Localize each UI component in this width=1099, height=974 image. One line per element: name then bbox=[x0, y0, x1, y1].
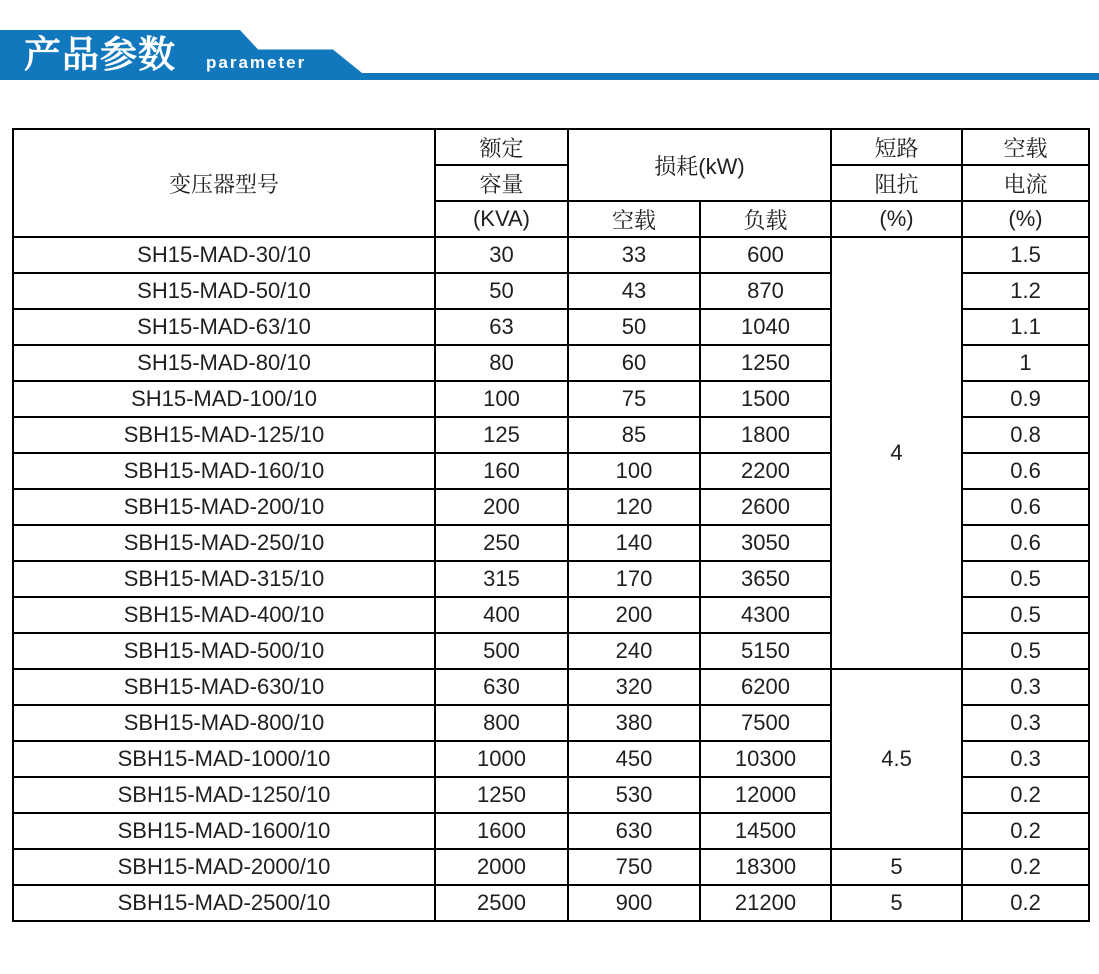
noload-loss-cell: 33 bbox=[568, 237, 700, 273]
model-cell: SBH15-MAD-250/10 bbox=[13, 525, 435, 561]
noload-loss-cell: 630 bbox=[568, 813, 700, 849]
noload-current-cell: 0.2 bbox=[962, 885, 1089, 921]
impedance-merged-cell: 4 bbox=[831, 237, 962, 669]
noload-loss-cell: 140 bbox=[568, 525, 700, 561]
noload-current-cell: 1.1 bbox=[962, 309, 1089, 345]
load-loss-cell: 7500 bbox=[700, 705, 831, 741]
noload-loss-cell: 120 bbox=[568, 489, 700, 525]
model-cell: SBH15-MAD-1250/10 bbox=[13, 777, 435, 813]
noload-current-cell: 0.2 bbox=[962, 849, 1089, 885]
model-cell: SH15-MAD-50/10 bbox=[13, 273, 435, 309]
load-loss-cell: 21200 bbox=[700, 885, 831, 921]
noload-current-cell: 0.6 bbox=[962, 453, 1089, 489]
capacity-cell: 100 bbox=[435, 381, 568, 417]
load-loss-cell: 1500 bbox=[700, 381, 831, 417]
noload-loss-cell: 750 bbox=[568, 849, 700, 885]
impedance-merged-cell: 4.5 bbox=[831, 669, 962, 849]
load-loss-cell: 6200 bbox=[700, 669, 831, 705]
load-loss-cell: 12000 bbox=[700, 777, 831, 813]
noload-loss-cell: 170 bbox=[568, 561, 700, 597]
model-cell: SBH15-MAD-400/10 bbox=[13, 597, 435, 633]
model-cell: SH15-MAD-30/10 bbox=[13, 237, 435, 273]
noload-loss-cell: 240 bbox=[568, 633, 700, 669]
noload-loss-cell: 530 bbox=[568, 777, 700, 813]
model-cell: SBH15-MAD-800/10 bbox=[13, 705, 435, 741]
section-header-banner bbox=[0, 0, 1099, 92]
noload-loss-cell: 100 bbox=[568, 453, 700, 489]
noload-loss-cell: 320 bbox=[568, 669, 700, 705]
model-cell: SBH15-MAD-1000/10 bbox=[13, 741, 435, 777]
load-loss-cell: 1800 bbox=[700, 417, 831, 453]
noload-loss-cell: 60 bbox=[568, 345, 700, 381]
noload-current-cell: 0.2 bbox=[962, 813, 1089, 849]
load-loss-cell: 3050 bbox=[700, 525, 831, 561]
model-cell: SBH15-MAD-630/10 bbox=[13, 669, 435, 705]
header-loss: 损耗(kW) bbox=[568, 129, 831, 201]
model-cell: SBH15-MAD-200/10 bbox=[13, 489, 435, 525]
model-cell: SBH15-MAD-2000/10 bbox=[13, 849, 435, 885]
header-impedance-line1: 短路 bbox=[831, 129, 962, 165]
model-cell: SH15-MAD-80/10 bbox=[13, 345, 435, 381]
noload-current-cell: 0.6 bbox=[962, 489, 1089, 525]
load-loss-cell: 4300 bbox=[700, 597, 831, 633]
capacity-cell: 30 bbox=[435, 237, 568, 273]
load-loss-cell: 2200 bbox=[700, 453, 831, 489]
capacity-cell: 2500 bbox=[435, 885, 568, 921]
capacity-cell: 125 bbox=[435, 417, 568, 453]
noload-loss-cell: 200 bbox=[568, 597, 700, 633]
header-impedance-line2: 阻抗 bbox=[831, 165, 962, 201]
capacity-cell: 800 bbox=[435, 705, 568, 741]
noload-current-cell: 0.5 bbox=[962, 561, 1089, 597]
model-cell: SBH15-MAD-160/10 bbox=[13, 453, 435, 489]
load-loss-cell: 10300 bbox=[700, 741, 831, 777]
header-capacity-line2: 容量 bbox=[435, 165, 568, 201]
capacity-cell: 400 bbox=[435, 597, 568, 633]
model-cell: SBH15-MAD-2500/10 bbox=[13, 885, 435, 921]
capacity-cell: 250 bbox=[435, 525, 568, 561]
noload-loss-cell: 75 bbox=[568, 381, 700, 417]
noload-current-cell: 0.2 bbox=[962, 777, 1089, 813]
load-loss-cell: 1250 bbox=[700, 345, 831, 381]
noload-current-cell: 1 bbox=[962, 345, 1089, 381]
capacity-cell: 1250 bbox=[435, 777, 568, 813]
model-cell: SBH15-MAD-500/10 bbox=[13, 633, 435, 669]
header-loss-load: 负载 bbox=[700, 201, 831, 237]
load-loss-cell: 600 bbox=[700, 237, 831, 273]
noload-current-cell: 0.3 bbox=[962, 669, 1089, 705]
noload-loss-cell: 900 bbox=[568, 885, 700, 921]
capacity-cell: 500 bbox=[435, 633, 568, 669]
capacity-cell: 80 bbox=[435, 345, 568, 381]
noload-loss-cell: 450 bbox=[568, 741, 700, 777]
load-loss-cell: 870 bbox=[700, 273, 831, 309]
page-title: 产品参数 bbox=[24, 34, 176, 75]
noload-current-cell: 0.8 bbox=[962, 417, 1089, 453]
impedance-cell: 5 bbox=[831, 849, 962, 885]
header-capacity-unit: (KVA) bbox=[435, 201, 568, 237]
table-header bbox=[13, 129, 1089, 237]
load-loss-cell: 5150 bbox=[700, 633, 831, 669]
model-cell: SBH15-MAD-1600/10 bbox=[13, 813, 435, 849]
noload-current-cell: 0.5 bbox=[962, 597, 1089, 633]
noload-current-cell: 0.3 bbox=[962, 705, 1089, 741]
noload-loss-cell: 50 bbox=[568, 309, 700, 345]
capacity-cell: 1000 bbox=[435, 741, 568, 777]
header-current-line1: 空载 bbox=[962, 129, 1089, 165]
noload-loss-cell: 43 bbox=[568, 273, 700, 309]
capacity-cell: 200 bbox=[435, 489, 568, 525]
capacity-cell: 630 bbox=[435, 669, 568, 705]
parameter-table bbox=[12, 128, 1090, 922]
table-row bbox=[13, 669, 1089, 705]
header-loss-noload: 空载 bbox=[568, 201, 700, 237]
table-row bbox=[13, 237, 1089, 273]
noload-current-cell: 0.9 bbox=[962, 381, 1089, 417]
noload-loss-cell: 85 bbox=[568, 417, 700, 453]
header-row-1 bbox=[13, 129, 1089, 165]
header-model: 变压器型号 bbox=[13, 129, 435, 237]
capacity-cell: 50 bbox=[435, 273, 568, 309]
model-cell: SBH15-MAD-125/10 bbox=[13, 417, 435, 453]
table-row bbox=[13, 885, 1089, 921]
model-cell: SH15-MAD-100/10 bbox=[13, 381, 435, 417]
load-loss-cell: 3650 bbox=[700, 561, 831, 597]
model-cell: SBH15-MAD-315/10 bbox=[13, 561, 435, 597]
capacity-cell: 315 bbox=[435, 561, 568, 597]
noload-current-cell: 0.5 bbox=[962, 633, 1089, 669]
page-subtitle: parameter bbox=[206, 53, 307, 72]
header-current-unit: (%) bbox=[962, 201, 1089, 237]
table-row bbox=[13, 849, 1089, 885]
load-loss-cell: 14500 bbox=[700, 813, 831, 849]
impedance-cell: 5 bbox=[831, 885, 962, 921]
noload-current-cell: 1.2 bbox=[962, 273, 1089, 309]
load-loss-cell: 2600 bbox=[700, 489, 831, 525]
header-impedance-unit: (%) bbox=[831, 201, 962, 237]
header-capacity-line1: 额定 bbox=[435, 129, 568, 165]
capacity-cell: 1600 bbox=[435, 813, 568, 849]
noload-current-cell: 0.3 bbox=[962, 741, 1089, 777]
model-cell: SH15-MAD-63/10 bbox=[13, 309, 435, 345]
table-body bbox=[13, 237, 1089, 921]
noload-current-cell: 0.6 bbox=[962, 525, 1089, 561]
header-current-line2: 电流 bbox=[962, 165, 1089, 201]
capacity-cell: 2000 bbox=[435, 849, 568, 885]
capacity-cell: 160 bbox=[435, 453, 568, 489]
noload-current-cell: 1.5 bbox=[962, 237, 1089, 273]
noload-loss-cell: 380 bbox=[568, 705, 700, 741]
capacity-cell: 63 bbox=[435, 309, 568, 345]
load-loss-cell: 18300 bbox=[700, 849, 831, 885]
load-loss-cell: 1040 bbox=[700, 309, 831, 345]
